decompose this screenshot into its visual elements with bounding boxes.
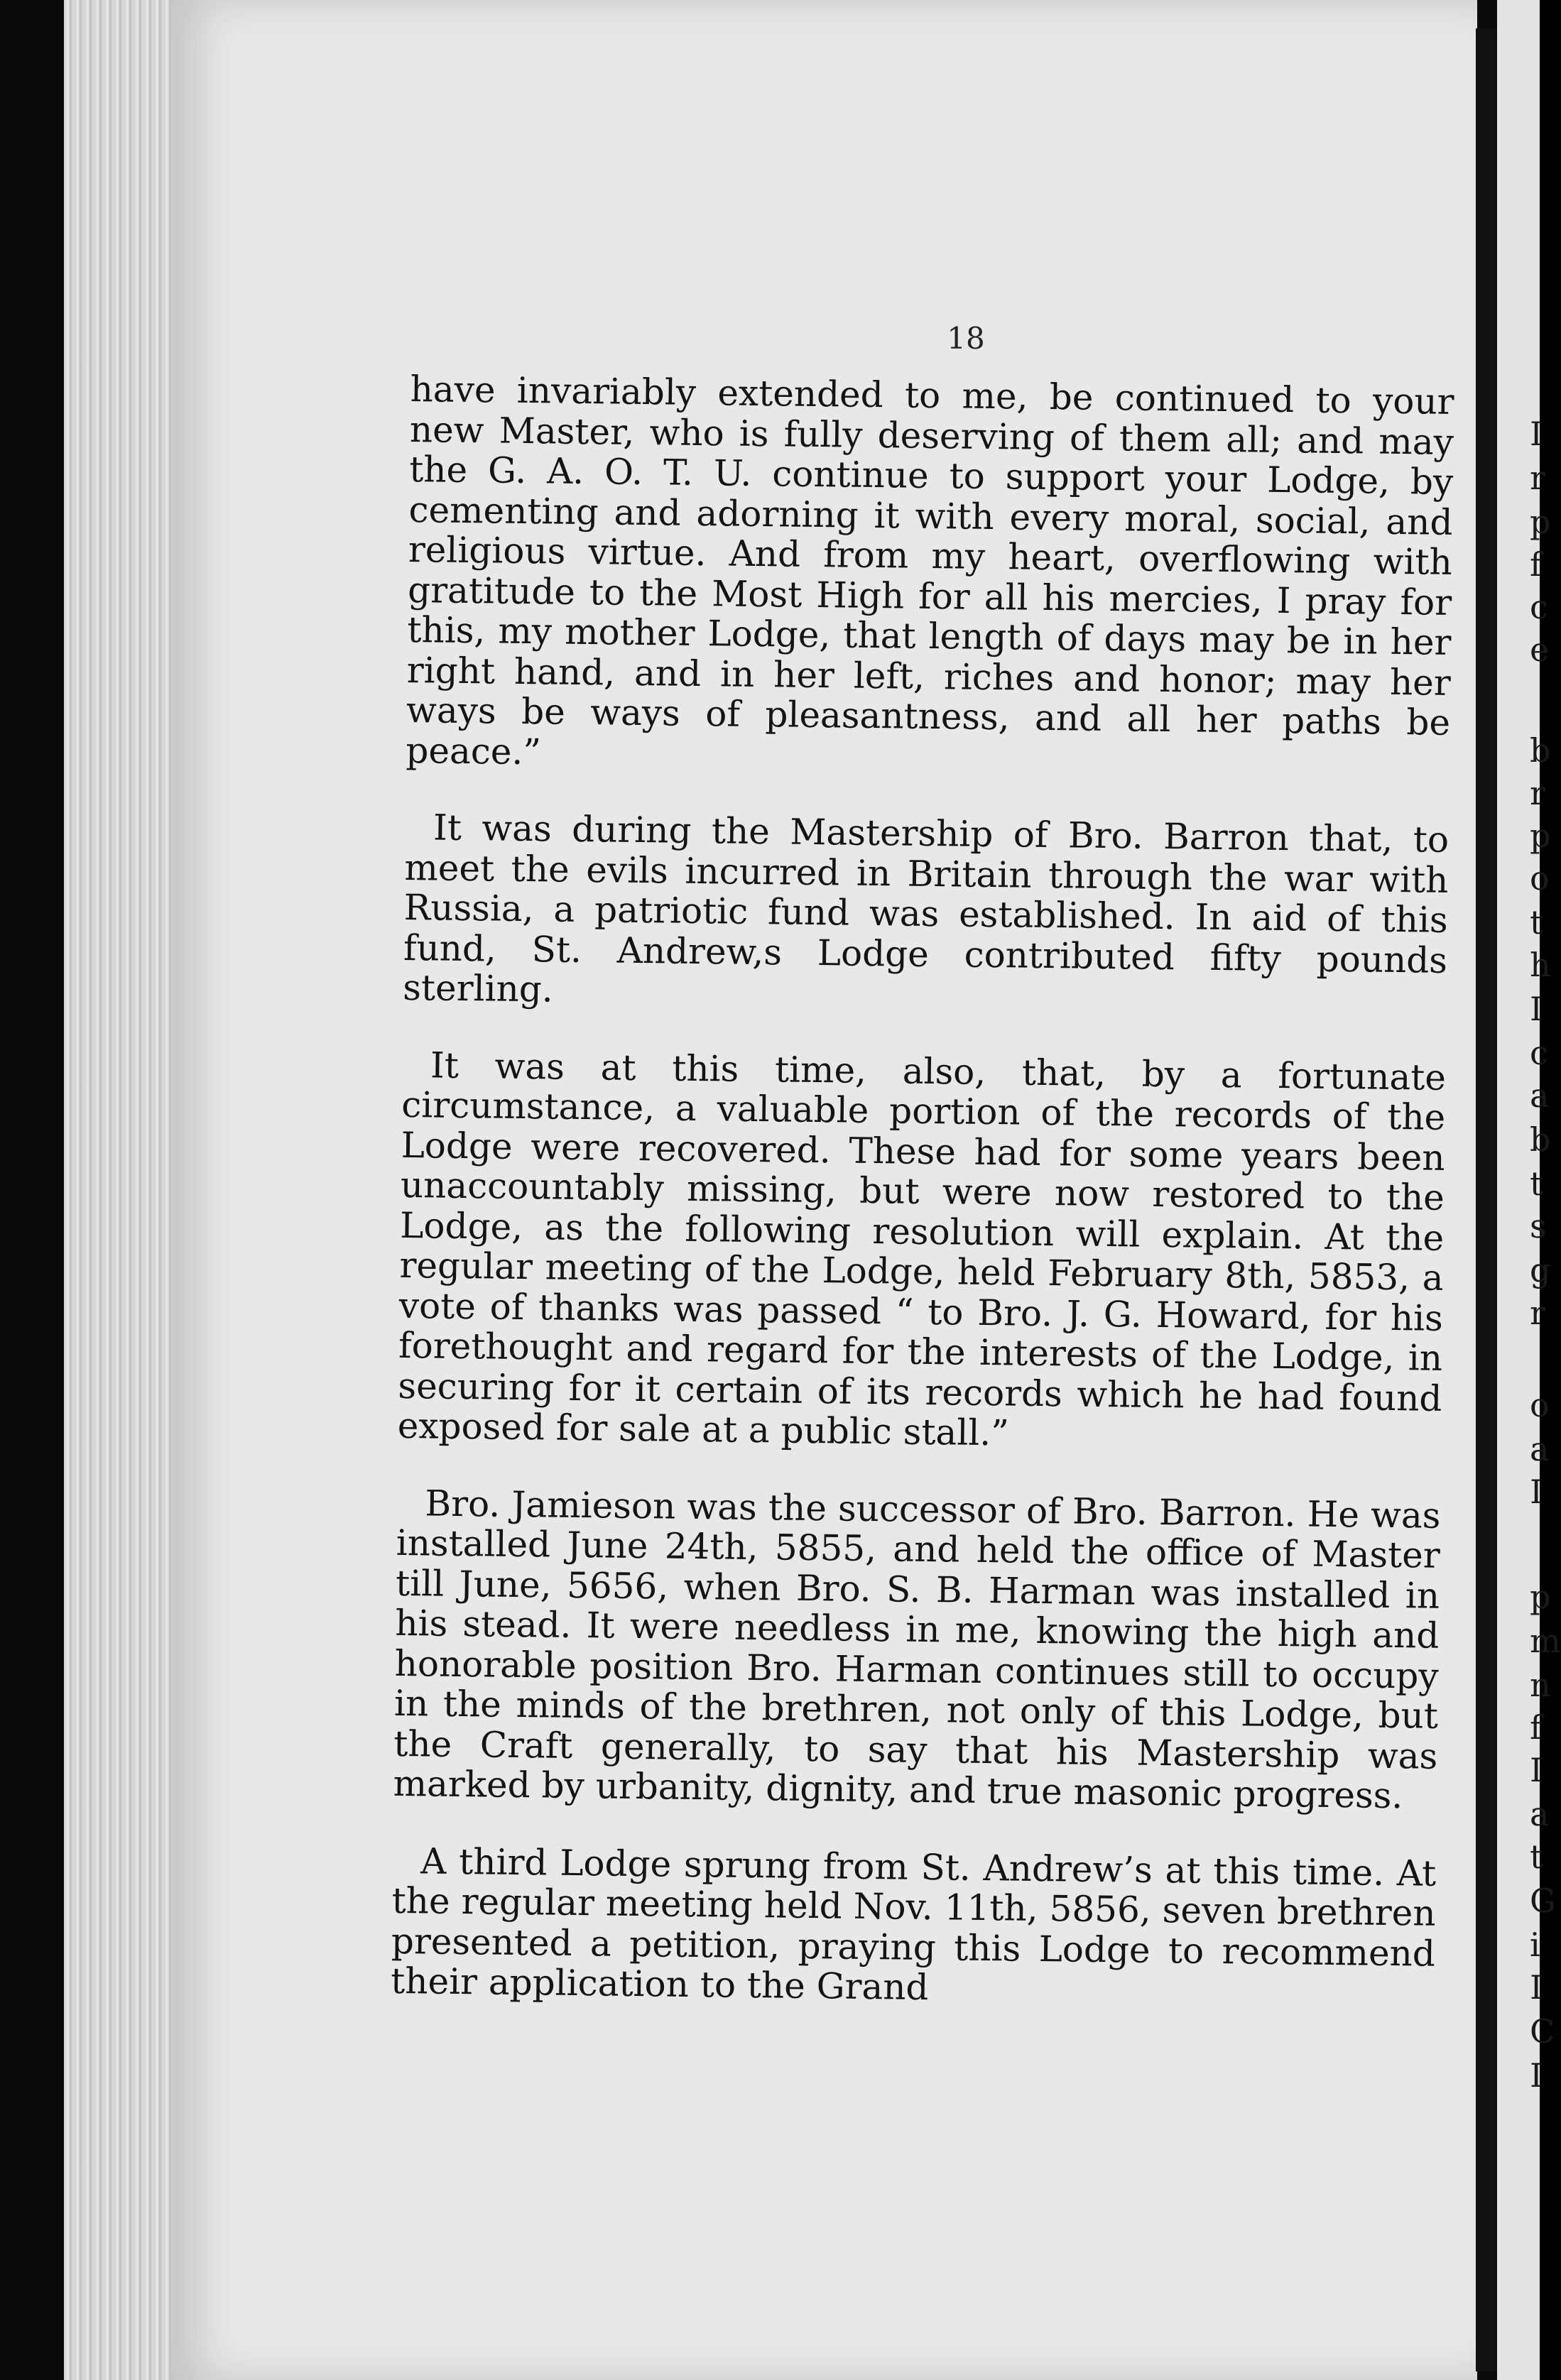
facing-page-fragment: C xyxy=(1530,2012,1555,2051)
page-body-text xyxy=(391,369,1454,2014)
facing-page-fragment: b xyxy=(1530,731,1551,770)
facing-page-fragment: I xyxy=(1530,1968,1543,2007)
facing-page-fragment: f xyxy=(1530,545,1543,584)
facing-page-fragment: I xyxy=(1530,2056,1543,2095)
facing-page-fragment: b xyxy=(1530,1120,1551,1159)
paragraph: Bro. Jamieson was the successor of Bro. Barron. He was installed June 24th, 5855, and held the office of Master till June, 5656, when Bro. S. B. Harman was installed in his stead. It were needless in me, knowing the high and honorable position Bro. Harman continues still to occupy in the minds of the brethren, not only of this Lodge, but the Craft generally, to say that his Mastership was marked by urbanity, dignity, and true masonic progress. xyxy=(393,1482,1441,1817)
facing-page-fragment: n xyxy=(1530,1666,1551,1704)
facing-page-fragment: p xyxy=(1530,817,1551,855)
book-gutter xyxy=(1476,28,1497,2371)
facing-page-fragment: t xyxy=(1530,903,1543,941)
facing-page-fragment: c xyxy=(1530,1034,1548,1072)
facing-page-fragment: I xyxy=(1530,415,1543,453)
paragraph: A third Lodge sprung from St. Andrew’s at this time. At the regular meeting held Nov. 11th, 5856, seven brethren presented a petition, praying this Lodge to recommend their application to the Grand xyxy=(390,1840,1437,2009)
facing-page-fragment: s xyxy=(1530,1207,1547,1245)
facing-page-fragment: I xyxy=(1530,1751,1543,1789)
facing-page-fragment: a xyxy=(1530,1795,1550,1833)
facing-page-fragment: p xyxy=(1530,1578,1551,1616)
facing-page-fragment: t xyxy=(1530,1838,1543,1876)
facing-page-fragment: c xyxy=(1530,588,1548,626)
facing-page-fragment: t xyxy=(1530,1164,1543,1203)
paragraph-continued: have invariably extended to me, be continued to your new Master, who is fully deserving of them all; and may the G. A. O. T. U. continue to support your Lodge, by cementing and adorning it with every moral, social, and religious virtue. And from my heart, overflowing with gratitude to the Most High for all his mercies, I pray for this, my mother Lodge, that length of days may be in her right hand, and in her left, riches and honor; may her ways be ways of pleasantness, and all her paths be peace.” xyxy=(406,369,1454,773)
facing-page-fragment: p xyxy=(1530,503,1551,541)
facing-page-fragment: g xyxy=(1530,1251,1551,1289)
facing-page-fragment: a xyxy=(1530,1430,1550,1468)
facing-page-fragment: i xyxy=(1530,1926,1540,1964)
facing-page-fragment: r xyxy=(1530,1294,1545,1332)
facing-page-fragment: I xyxy=(1530,1473,1543,1511)
facing-page-fragment: I xyxy=(1530,990,1543,1028)
paragraph: It was during the Mastership of Bro. Barron that, to meet the evils incurred in Britain through the war with Russia, a patriotic fund was established. In aid of this fund, St. Andrew,s Lodge contributed fifty pounds sterling. xyxy=(403,807,1450,1010)
facing-page-fragment: m xyxy=(1530,1622,1561,1660)
facing-page-fragment: a xyxy=(1530,1076,1550,1115)
facing-page-fragment: e xyxy=(1530,631,1550,669)
facing-page-fragment: G xyxy=(1530,1882,1556,1920)
facing-page-fragment: o xyxy=(1530,1386,1550,1424)
facing-page-fragment: o xyxy=(1530,859,1550,897)
facing-page-fragment: f xyxy=(1530,1708,1543,1747)
facing-page-edge xyxy=(1497,0,1561,2380)
page-number: 18 xyxy=(947,321,985,356)
facing-page-fragment: h xyxy=(1530,946,1551,984)
facing-page-fragment: r xyxy=(1530,774,1545,812)
paragraph: It was at this time, also, that, by a fortunate circumstance, a valuable portion of the records of the Lodge were recovered. These had for some years been unaccountably missing, but were now restored to the Lodge, as the following resolution will explain. At the regular meeting of the Lodge, held February 8th, 5853, a vote of thanks was passed “ to Bro. J. G. Howard, for his forethought and regard for the interests of the Lodge, in securing for it certain of its records which he had found exposed for sale at a public stall.” xyxy=(397,1044,1447,1454)
facing-page-fragment: r xyxy=(1530,459,1545,497)
